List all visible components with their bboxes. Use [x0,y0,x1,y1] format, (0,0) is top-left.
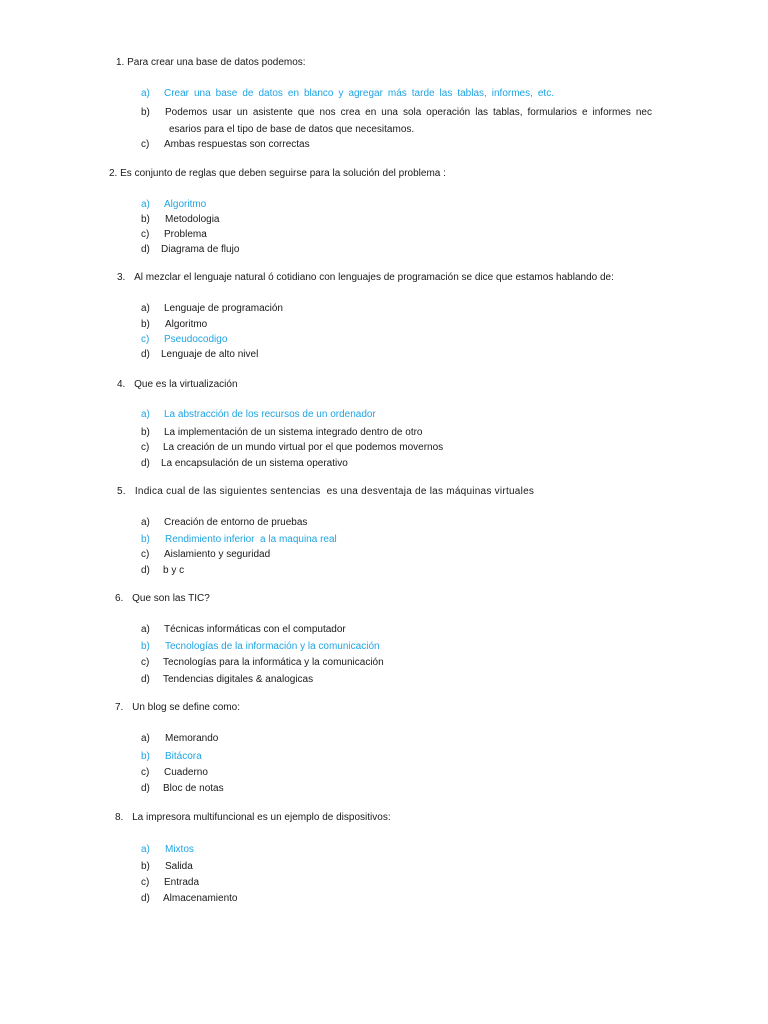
option-text: Bloc de notas [163,783,224,794]
question-3 [117,272,614,283]
option-letter: b) [141,534,150,545]
option-letter: c) [141,139,150,150]
option-letter: a) [141,844,150,855]
option-text: La encapsulación de un sistema operativo [161,458,348,469]
option-letter: c) [141,657,150,668]
option-text: Cuaderno [164,767,208,778]
option-letter: b) [141,214,150,225]
option-letter: a) [141,303,150,314]
question-number: 1. [116,57,125,68]
option-text: Algoritmo [164,199,207,210]
question-text: Para crear una base de datos podemos: [127,57,306,68]
option-text: Pseudocodigo [164,334,228,345]
question-6 [115,593,210,604]
option-text: Crear una base de datos en blanco y agregar más tarde las tablas, informes, etc. [164,88,554,99]
option-letter: b) [141,427,150,438]
option-text: Tecnologías para la informática y la comunicación [163,657,384,668]
option-letter: a) [141,624,150,635]
question-number: 6. [115,593,124,604]
question-2 [109,168,446,179]
option-letter: d) [141,893,150,904]
option-1a[interactable] [141,88,653,102]
option-text: Técnicas informáticas con el computador [164,624,346,635]
option-letter: b) [141,319,150,330]
option-text: La implementación de un sistema integrado dentro de otro [164,427,423,438]
option-letter: b) [141,861,150,872]
option-letter: a) [141,733,150,744]
option-letter: d) [141,349,150,360]
option-text: Problema [164,229,207,240]
question-text: Que es la virtualización [134,379,238,390]
option-text: Aislamiento y seguridad [164,549,271,560]
question-number: 4. [117,379,126,390]
option-letter: b) [141,641,150,652]
option-letter: d) [141,565,150,576]
option-letter: a) [141,88,150,99]
question-text: Es conjunto de reglas que deben seguirse para la solución del problema : [120,168,446,179]
option-text: Almacenamiento [163,893,238,904]
option-text: Bitácora [165,751,202,762]
option-letter: c) [141,549,150,560]
question-text: Un blog se define como: [132,702,240,713]
question-text: Indica cual de las siguientes sentencias es una desventaja de las máquinas virtuales [134,486,535,497]
option-letter: d) [141,244,150,255]
question-number: 7. [115,702,124,713]
option-text: Entrada [164,877,200,888]
question-4 [117,379,238,390]
question-number: 8. [115,812,124,823]
option-text: La creación de un mundo virtual por el que podemos movernos [163,442,444,453]
option-text: Tecnologías de la información y la comunicación [165,641,380,652]
question-text: Al mezclar el lenguaje natural ó cotidiano con lenguajes de programación se dice que estamos hablando de: [134,272,614,283]
question-1 [116,57,306,68]
question-text: Que son las TIC? [132,593,210,604]
option-text: Lenguaje de alto nivel [161,349,259,360]
option-letter: c) [141,877,150,888]
option-letter: a) [141,409,150,420]
option-text: b y c [163,565,185,576]
question-5 [117,486,534,497]
question-number: 5. [117,486,126,497]
option-letter: c) [141,334,150,345]
option-text: Tendencias digitales & analogicas [163,674,314,685]
option-text: Creación de entorno de pruebas [164,517,308,528]
question-text: La impresora multifuncional es un ejemplo de dispositivos: [132,812,391,823]
option-letter: c) [141,442,150,453]
option-letter: a) [141,517,150,528]
question-number: 3. [117,272,126,283]
question-7 [115,702,240,713]
option-text: La abstracción de los recursos de un ordenador [164,409,376,420]
option-letter: d) [141,674,150,685]
question-number: 2. [109,168,118,179]
option-letter: d) [141,458,150,469]
option-text-continued: esarios para el tipo de base de datos que necesitamos. [169,124,415,135]
option-1b[interactable] [141,107,653,137]
option-letter: c) [141,229,150,240]
option-letter: c) [141,767,150,778]
option-letter: b) [141,751,150,762]
question-8 [115,812,391,823]
option-letter: b) [141,107,150,118]
option-text: Algoritmo [165,319,208,330]
option-letter: d) [141,783,150,794]
option-text: Memorando [165,733,219,744]
option-text: Mixtos [165,844,194,855]
option-text: Rendimiento inferior a la maquina real [165,534,337,545]
option-text: Salida [165,861,193,872]
option-text: Metodologia [165,214,220,225]
option-text: Lenguaje de programación [164,303,283,314]
option-letter: a) [141,199,150,210]
option-text: Podemos usar un asistente que nos crea en una sola operación las tablas, formularios e informes nec [165,107,652,118]
option-text: Diagrama de flujo [161,244,240,255]
option-text: Ambas respuestas son correctas [164,139,310,150]
